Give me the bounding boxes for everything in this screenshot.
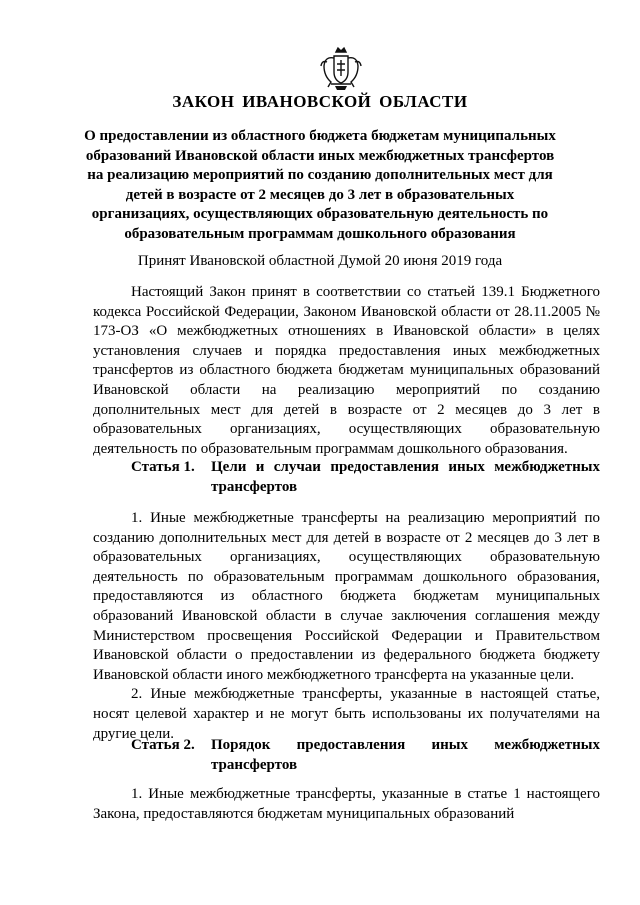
article-number: Статья 2.: [131, 737, 195, 753]
article-number: Статья 1.: [131, 459, 195, 475]
article-1-body: [93, 509, 600, 744]
article-2-heading: [93, 736, 600, 775]
article-paragraph: 2. Иные межбюджетные трансферты, указанные в настоящей статье, носят целевой характер и не могут быть использованы их получателями на другие цели.: [93, 686, 600, 742]
preamble: [93, 283, 600, 459]
article-title-line: трансфертов: [211, 478, 298, 495]
adoption-note: Принят Ивановской областной Думой 20 июня 2019 года: [137, 253, 503, 269]
law-subtitle: О предоставлении из областного бюджета бюджетам муниципальных образований Ивановской области иных межбюджетных трансфертов на реализацию мероприятий по созданию дополнительных мест для детей в возрасте от 2 месяцев до 3 лет в образовательных организациях, осуществляющих образовательную деятельность по образовательным программам дошкольного образования: [84, 128, 556, 242]
article-2-body: [93, 785, 600, 824]
article-1-heading: [93, 458, 600, 497]
coat-of-arms-icon: [319, 42, 363, 92]
article-title: [211, 736, 600, 775]
article-title-line: Цели и случаи предоставления иных межбюджетных: [211, 459, 600, 475]
preamble-text: Настоящий Закон принят в соответствии со статьей 139.1 Бюджетного кодекса Российской Федерации, Законом Ивановской области от 28.11.2005 № 173-ОЗ «О межбюджетных отношениях в Ивановской области» в целях установления случаев и порядка предоставления иных межбюджетных трансфертов из областного бюджета бюджетам муниципальных образований Ивановской области на реализацию мероприятий по созданию дополнительных мест для детей в возрасте от 2 месяцев до 3 лет в образовательных организациях, осуществляющих образовательную деятельность по образовательным программам дошкольного образования.: [93, 284, 600, 457]
article-paragraph: 1. Иные межбюджетные трансферты, указанные в статье 1 настоящего Закона, предоставляются бюджетам муниципальных образований: [93, 786, 600, 822]
article-paragraph: 1. Иные межбюджетные трансферты на реализацию мероприятий по созданию дополнительных мест для детей в возрасте от 2 месяцев до 3 лет в образовательных организациях, осуществляющих образовательную деятельность по образовательным программам дошкольного образования, предоставляются из областного бюджета бюджетам муниципальных образований Ивановской области в случае заключения соглашения между Министерством просвещения Российской Федерации и Правительством Ивановской области о предоставлении из федерального бюджета бюджету Ивановской области иного межбюджетного трансферта на указанные цели.: [93, 510, 600, 683]
law-title: ЗАКОН ИВАНОВСКОЙ ОБЛАСТИ: [172, 92, 468, 111]
article-title: [211, 458, 600, 497]
article-title-line: Порядок предоставления иных межбюджетных: [211, 737, 600, 753]
article-title-line: трансфертов: [211, 756, 298, 773]
